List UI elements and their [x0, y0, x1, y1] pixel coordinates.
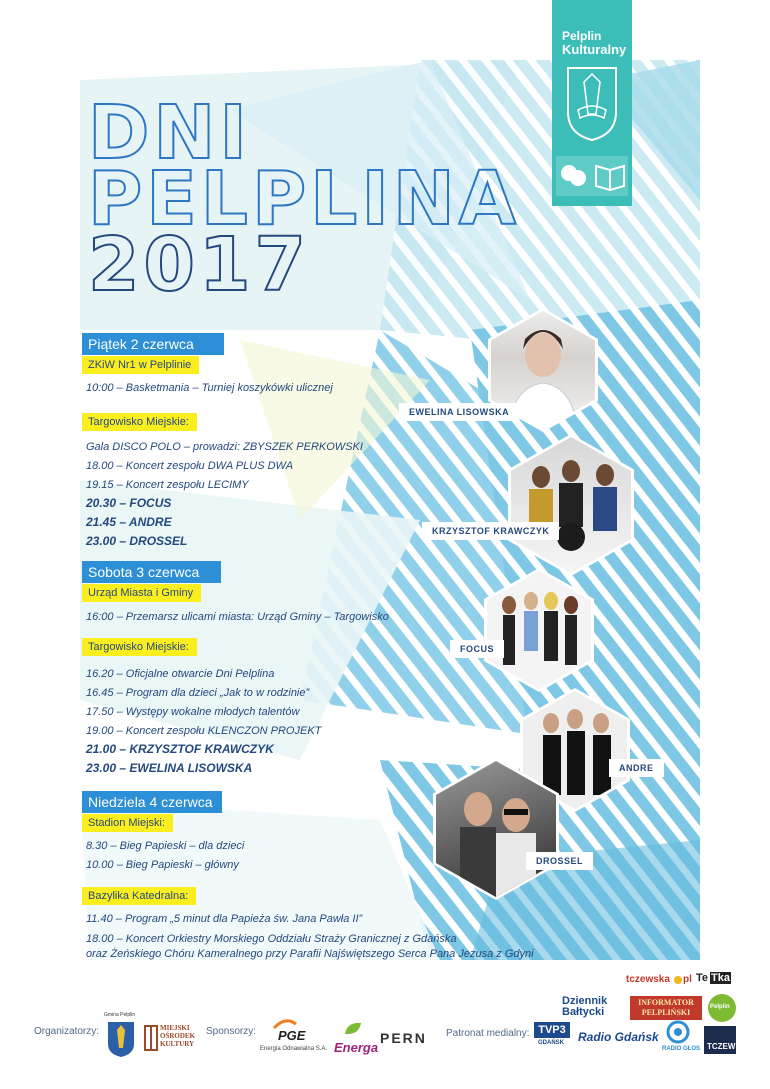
event-line: 18.00 – Koncert zespołu DWA PLUS DWA: [86, 460, 294, 472]
organizers-label: Organizatorzy:: [34, 1026, 100, 1037]
pge-subtext: Energia Odnawialna S.A.: [260, 1046, 328, 1052]
event-line: 19.15 – Koncert zespołu LECIMY: [86, 479, 249, 491]
tczewska-text: tczewska: [626, 974, 670, 985]
mok-logo: [144, 1022, 196, 1054]
tczewska-logo: [626, 974, 692, 990]
venue-label: Urząd Miasta i Gminy: [82, 584, 201, 602]
patronat-label: Patronat medialny:: [446, 1028, 530, 1039]
event-line: 23.00 – DROSSEL: [86, 534, 188, 548]
logo-line2: Kulturalny: [562, 42, 627, 57]
energa-logo: [334, 1020, 379, 1058]
group-silhouette: [487, 571, 591, 689]
pern-logo: PERN: [380, 1030, 427, 1046]
dziennik-line2: Bałtycki: [562, 1006, 605, 1018]
mok-line3: KULTURY: [160, 1040, 195, 1048]
venue-label: Targowisko Miejskie:: [82, 638, 197, 656]
pelplin-kulturalny-logo: [552, 0, 632, 206]
event-line: 11.40 – Program „5 minut dla Papieża św. Jana Pawła II”: [86, 913, 363, 925]
event-line: 21.45 – ANDRE: [86, 515, 172, 529]
energa-text: Energa: [334, 1040, 379, 1055]
event-line: 23.00 – EWELINA LISOWSKA: [86, 761, 253, 775]
day-header-sunday: Niedziela 4 czerwca: [82, 791, 222, 813]
gmina-pelplin-logo: [104, 1012, 138, 1060]
artist-label: ANDRE: [609, 759, 664, 777]
pge-logo: [260, 1018, 326, 1058]
tvp3-text: TVP3: [534, 1022, 570, 1038]
energa-leaf-icon: [342, 1020, 364, 1038]
pelplin-tv-logo: [708, 994, 736, 1022]
mok-line2: OŚRODEK: [160, 1032, 196, 1040]
artist-label: FOCUS: [450, 640, 504, 658]
venue-label: Targowisko Miejskie:: [82, 413, 197, 431]
radio-tczew-logo: [704, 1026, 736, 1054]
theatre-and-book-icon: [556, 156, 628, 196]
coat-of-arms-icon: [564, 64, 620, 142]
dziennik-baltycki-logo: [562, 996, 618, 1020]
event-line: 16.45 – Program dla dzieci „Jak to w rodzinie”: [86, 687, 310, 699]
coat-of-arms-icon: [106, 1020, 136, 1058]
event-line: 18.00 – Koncert Orkiestry Morskiego Oddziału Straży Granicznej z Gdańska: [86, 933, 457, 945]
event-line: 16.20 – Oficjalne otwarcie Dni Pelplina: [86, 668, 275, 680]
informator-pelplinski-logo: [630, 996, 702, 1020]
title-line-3: 2017: [88, 222, 310, 308]
radio-tczew-text: TCZEW: [707, 1042, 736, 1051]
event-line: 17.50 – Występy wokalne młodych talentów: [86, 706, 300, 718]
title-line-2: PELPLINA: [88, 156, 521, 242]
title-line-1: DNI: [88, 90, 251, 176]
venue-label: Bazylika Katedralna:: [82, 887, 196, 905]
tvp3-subtext: GDAŃSK: [538, 1040, 565, 1046]
dziennik-line1: Dziennik: [562, 995, 608, 1007]
event-line: Gala DISCO POLO – prowadzi: ZBYSZEK PERKOWSKI: [86, 441, 363, 453]
event-line: 10.00 – Bieg Papieski – główny: [86, 859, 239, 871]
radio-glos-logo: [662, 1020, 701, 1058]
radio-gdansk-logo: Radio Gdańsk: [578, 1030, 659, 1044]
tvp3-logo: [534, 1022, 570, 1054]
org1-text: Gmina Pelplin: [104, 1012, 136, 1018]
tczewska-pl-text: pl: [683, 974, 692, 985]
logo-line1: Pelplin: [562, 29, 602, 43]
event-line: oraz Żeńskiego Chóru Kameralnego przy Parafii Najświętszego Serca Pana Jezusa z Gdyni: [86, 948, 534, 960]
event-line: 19.00 – Koncert zespołu KLENCZON PROJEKT: [86, 725, 322, 737]
radio-wave-icon: [666, 1020, 690, 1044]
tczewska-dot-icon: [674, 976, 682, 984]
venue-label: Stadion Miejski:: [82, 814, 173, 832]
radio-glos-text: RADIO GŁOS: [662, 1046, 701, 1052]
tetka-logo: [696, 970, 738, 990]
informator-line1: INFORMATOR: [638, 998, 694, 1007]
mok-emblem-icon: [144, 1024, 158, 1052]
event-line: 20.30 – FOCUS: [86, 496, 172, 510]
day-header-friday: Piątek 2 czerwca: [82, 333, 224, 355]
informator-line2: PELPLIŃSKI: [641, 1008, 691, 1017]
artist-label: EWELINA LISOWSKA: [399, 403, 519, 421]
artist-label: DROSSEL: [526, 852, 593, 870]
tetka-text-2: Tka: [711, 972, 730, 984]
mok-line1: MIEJSKI: [160, 1024, 190, 1032]
day-header-saturday: Sobota 3 czerwca: [82, 561, 221, 583]
event-line: 16:00 – Przemarsz ulicami miasta: Urząd Gminy – Targowisko: [86, 611, 389, 623]
tetka-text-1: Te: [696, 972, 709, 984]
event-line: 21.00 – KRZYSZTOF KRAWCZYK: [86, 742, 274, 756]
venue-label: ZKiW Nr1 w Pelplinie: [82, 356, 199, 374]
pelplin-tv-text: Pelplin: [710, 1004, 730, 1010]
event-line: 8.30 – Bieg Papieski – dla dzieci: [86, 840, 245, 852]
pge-text: PGE: [278, 1028, 306, 1043]
artist-label: KRZYSZTOF KRAWCZYK: [422, 522, 559, 540]
event-line: 10:00 – Basketmania – Turniej koszykówki ulicznej: [86, 382, 333, 394]
sponsors-label: Sponsorzy:: [206, 1026, 257, 1037]
